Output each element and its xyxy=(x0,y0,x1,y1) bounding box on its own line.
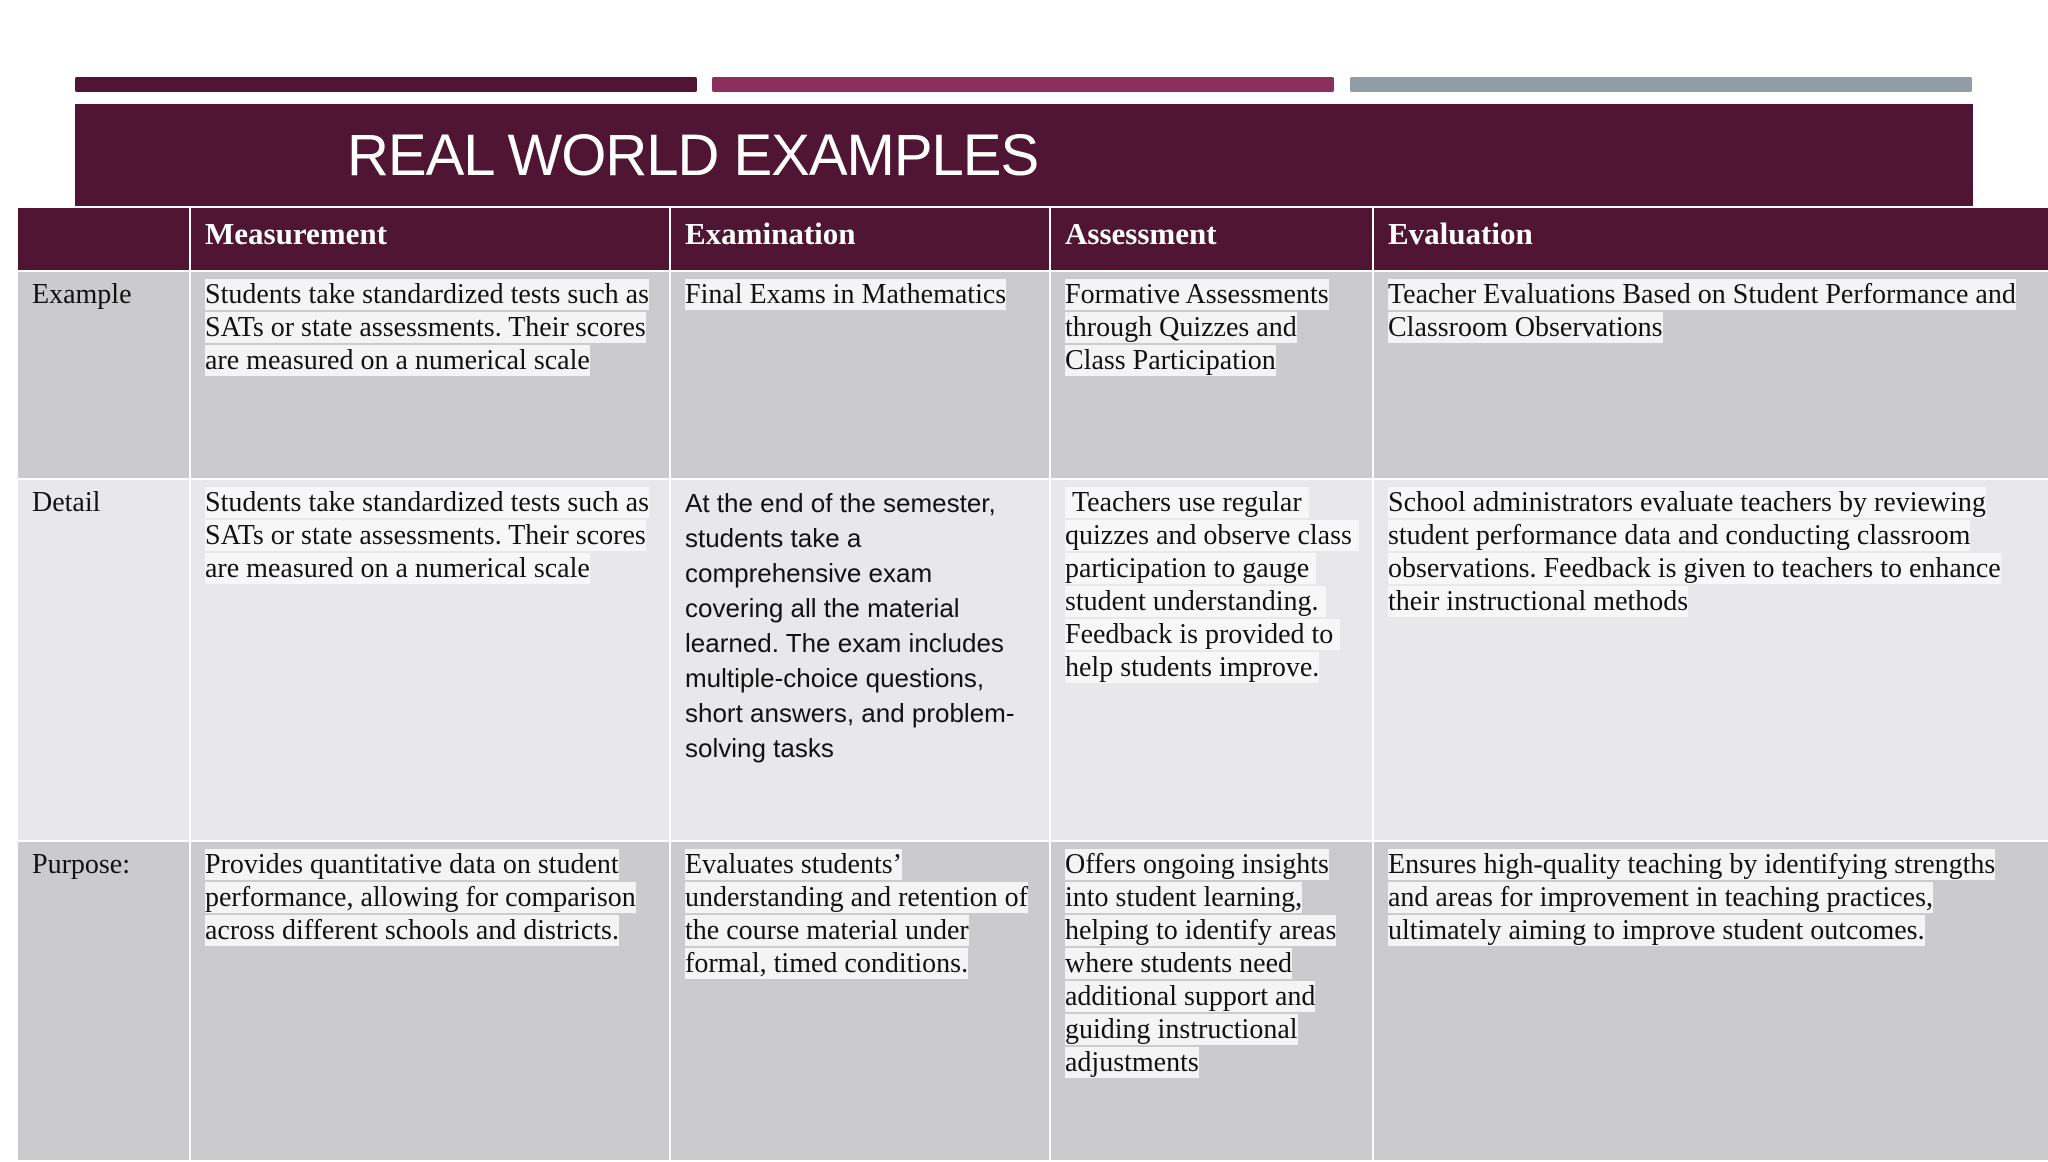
header-examination: Examination xyxy=(670,207,1050,271)
accent-bar-magenta xyxy=(712,77,1334,92)
header-evaluation: Evaluation xyxy=(1373,207,2048,271)
row-label-purpose: Purpose: xyxy=(17,841,190,1161)
cell-purpose-measurement: Provides quantitative data on student performance, allowing for comparison across different schools and districts. xyxy=(190,841,670,1161)
cell-purpose-examination: Evaluates students’ understanding and retention of the course material under formal, timed conditions. xyxy=(670,841,1050,1161)
table-row-example xyxy=(17,271,2048,479)
cell-example-measurement: Students take standardized tests such as SATs or state assessments. Their scores are measured on a numerical scale xyxy=(190,271,670,479)
cell-detail-examination: At the end of the semester, students take a comprehensive exam covering all the material learned. The exam includes multiple-choice questions, short answers, and problem-solving tasks xyxy=(670,479,1050,841)
comparison-table xyxy=(16,206,2048,1162)
header-corner xyxy=(17,207,190,271)
cell-purpose-evaluation: Ensures high-quality teaching by identifying strengths and areas for improvement in teaching practices, ultimately aiming to improve student outcomes. xyxy=(1373,841,2048,1161)
table-header-row xyxy=(17,207,2048,271)
header-assessment: Assessment xyxy=(1050,207,1373,271)
cell-example-examination: Final Exams in Mathematics xyxy=(670,271,1050,479)
slide-title: REAL WORLD EXAMPLES xyxy=(347,123,1039,188)
cell-example-evaluation: Teacher Evaluations Based on Student Performance and Classroom Observations xyxy=(1373,271,2048,479)
cell-detail-assessment: Teachers use regular quizzes and observe class participation to gauge student understanding. Feedback is provided to help students improve. xyxy=(1050,479,1373,841)
table-row-purpose xyxy=(17,841,2048,1161)
accent-bar-dark xyxy=(75,77,697,92)
row-label-detail: Detail xyxy=(17,479,190,841)
header-measurement: Measurement xyxy=(190,207,670,271)
cell-detail-evaluation: School administrators evaluate teachers by reviewing student performance data and conducting classroom observations. Feedback is given to teachers to enhance their instructional methods xyxy=(1373,479,2048,841)
table-row-detail xyxy=(17,479,2048,841)
title-banner xyxy=(75,104,1973,208)
row-label-example: Example xyxy=(17,271,190,479)
cell-purpose-assessment: Offers ongoing insights into student learning, helping to identify areas where students need additional support and guiding instructional adjustments xyxy=(1050,841,1373,1161)
cell-detail-measurement: Students take standardized tests such as SATs or state assessments. Their scores are measured on a numerical scale xyxy=(190,479,670,841)
cell-example-assessment: Formative Assessments through Quizzes and Class Participation xyxy=(1050,271,1373,479)
accent-bar-gray xyxy=(1350,77,1972,92)
